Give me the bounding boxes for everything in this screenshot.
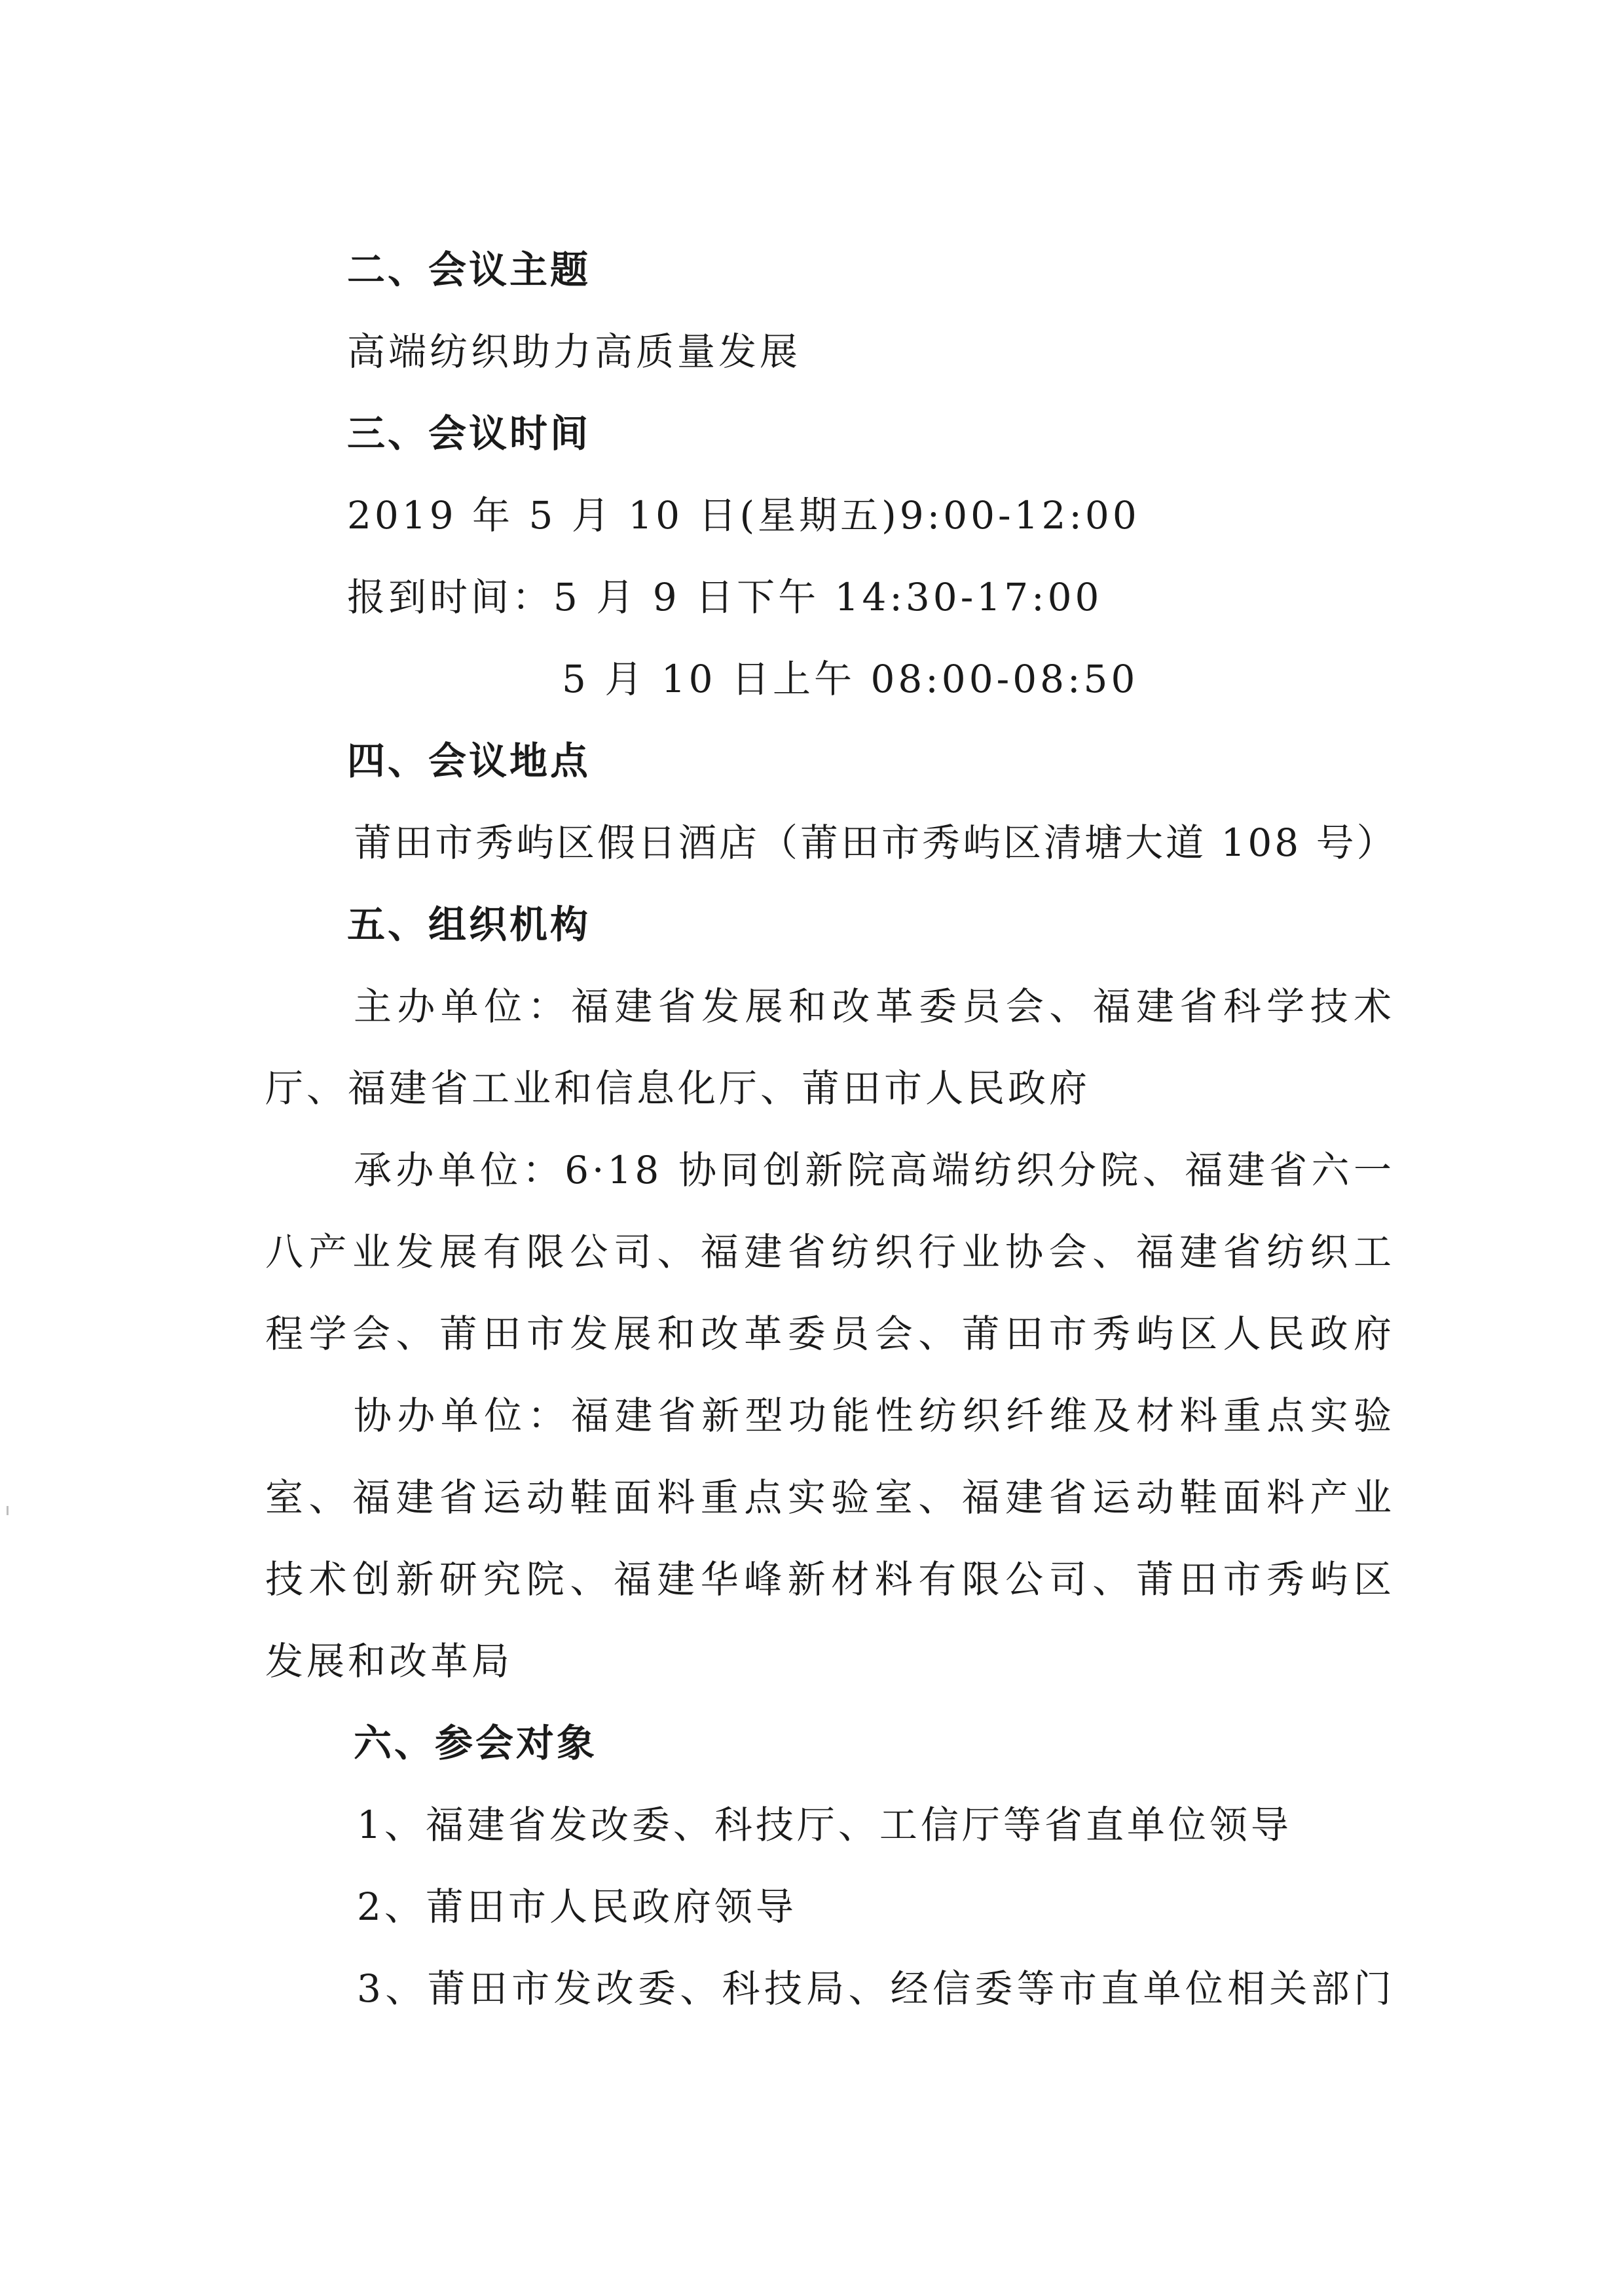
attendee-item-1: 1、福建省发改委、科技厅、工信厅等省直单位领导 (357, 1803, 1292, 1847)
scan-artifact-mark (7, 1506, 9, 1515)
co-organizer-units-line-3: 技术创新研究院、福建华峰新材料有限公司、莆田市秀屿区 (265, 1557, 1395, 1602)
section-heading-meeting-venue: 四、会议地点 (347, 739, 591, 783)
checkin-time-line-1: 报到时间：5 月 9 日下午 14:30-17:00 (347, 575, 1103, 619)
section-heading-attendees: 六、参会对象 (354, 1721, 598, 1765)
attendee-item-2: 2、莆田市人民政府领导 (357, 1884, 797, 1929)
section-heading-meeting-theme: 二、会议主题 (347, 248, 591, 292)
co-organizer-units-line-1: 协办单位：福建省新型功能性纺织纤维及材料重点实验 (354, 1393, 1395, 1438)
co-organizer-units-line-4: 发展和改革局 (265, 1639, 513, 1683)
meeting-date-text: 2019 年 5 月 10 日(星期五)9:00-12:00 (347, 493, 1140, 538)
host-units-line-1: 主办单位：福建省发展和改革委员会、福建省科学技术 (354, 984, 1395, 1029)
co-organizer-units-line-2: 室、福建省运动鞋面料重点实验室、福建省运动鞋面料产业 (265, 1475, 1395, 1520)
organizer-units-line-3: 程学会、莆田市发展和改革委员会、莆田市秀屿区人民政府 (265, 1312, 1395, 1356)
checkin-time-line-2: 5 月 10 日上午 08:00-08:50 (562, 657, 1139, 701)
section-heading-organization: 五、组织机构 (347, 902, 591, 947)
attendee-item-3: 3、莆田市发改委、科技局、经信委等市直单位相关部门 (357, 1966, 1395, 2011)
host-units-line-2: 厅、福建省工业和信息化厅、莆田市人民政府 (265, 1066, 1091, 1111)
meeting-theme-text: 高端纺织助力高质量发展 (347, 329, 802, 374)
meeting-venue-text: 莆田市秀屿区假日酒店（莆田市秀屿区清塘大道 108 号） (354, 820, 1397, 865)
organizer-units-line-1: 承办单位：6·18 协同创新院高端纺织分院、福建省六一 (354, 1148, 1395, 1192)
organizer-units-line-2: 八产业发展有限公司、福建省纺织行业协会、福建省纺织工 (265, 1230, 1395, 1274)
section-heading-meeting-time: 三、会议时间 (347, 411, 591, 456)
